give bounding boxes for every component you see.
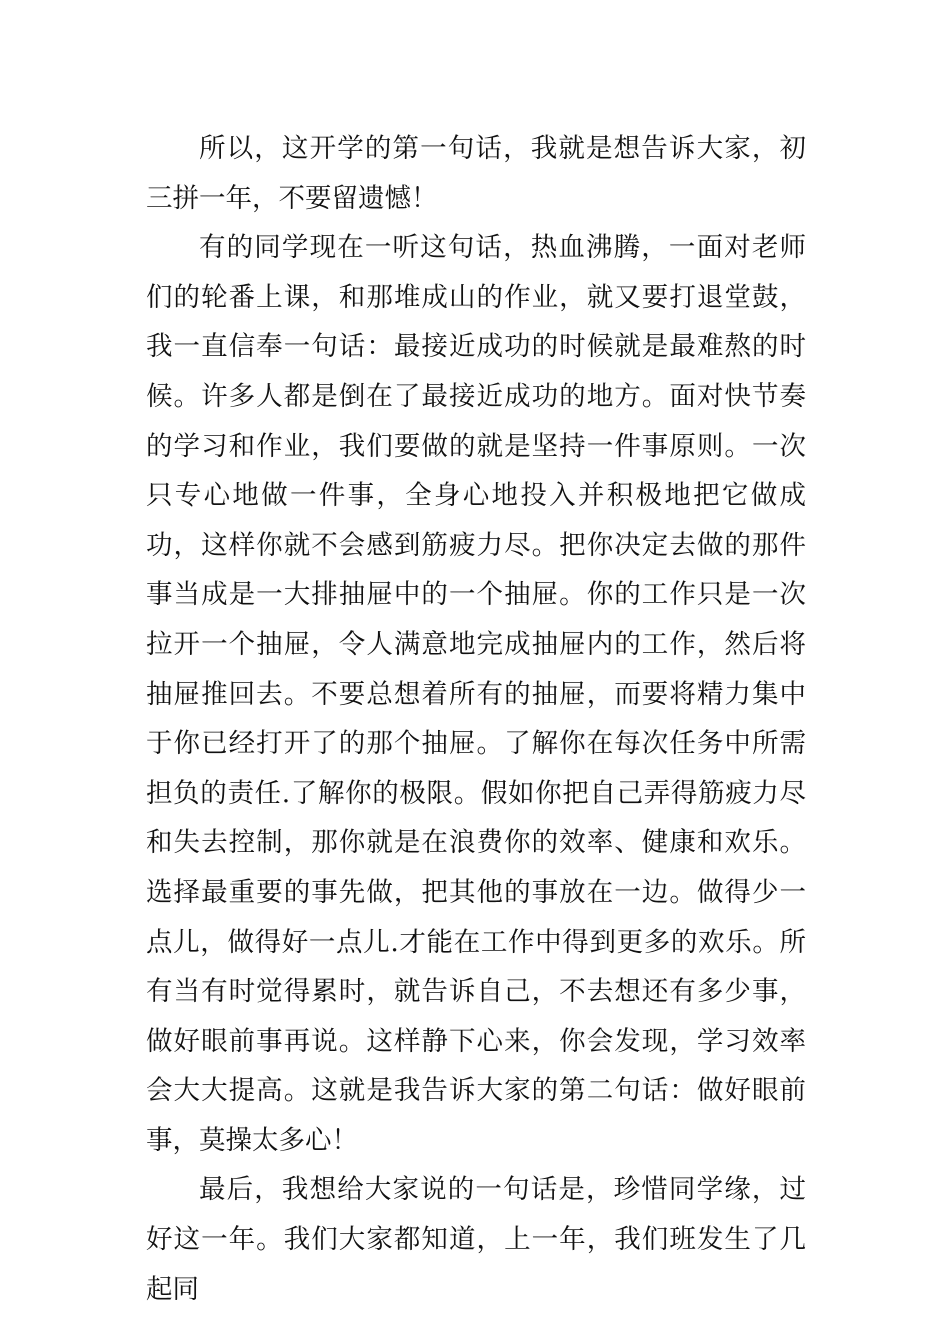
document-body	[146, 124, 806, 1314]
paragraph-1: 所以，这开学的第一句话，我就是想告诉大家，初三拼一年，不要留遗憾！	[146, 133, 806, 214]
paragraph-2: 有的同学现在一听这句话，热血沸腾，一面对老师们的轮番上课，和那堆成山的作业，就又要打退堂鼓，我一直信奉一句话：最接近成功的时候就是最难熬的时候。许多人都是倒在了最接近成功的地方。面对快节奏的学习和作业，我们要做的就是坚持一件事原则。一次只专心地做一件事，全身心地投入并积极地把它做成功，这样你就不会感到筋疲力尽。把你决定去做的那件事当成是一大排抽屉中的一个抽屉。你的工作只是一次拉开一个抽屉，令人满意地完成抽屉内的工作，然后将抽屉推回去。不要总想着所有的抽屉，而要将精力集中于你已经打开了的那个抽屉。了解你在每次任务中所需担负的责任.了解你的极限。假如你把自己弄得筋疲力尽和失去控制，那你就是在浪费你的效率、健康和欢乐。选择最重要的事先做，把其他的事放在一边。做得少一点儿，做得好一点儿.才能在工作中得到更多的欢乐。所有当有时觉得累时，就告诉自己，不去想还有多少事，做好眼前事再说。这样静下心来，你会发现，学习效率会大大提高。这就是我告诉大家的第二句话：做好眼前事，莫操太多心！	[146, 232, 806, 1156]
paragraph-3: 最后，我想给大家说的一句话是，珍惜同学缘，过好这一年。我们大家都知道，上一年，我们班发生了几起同	[146, 1174, 806, 1305]
